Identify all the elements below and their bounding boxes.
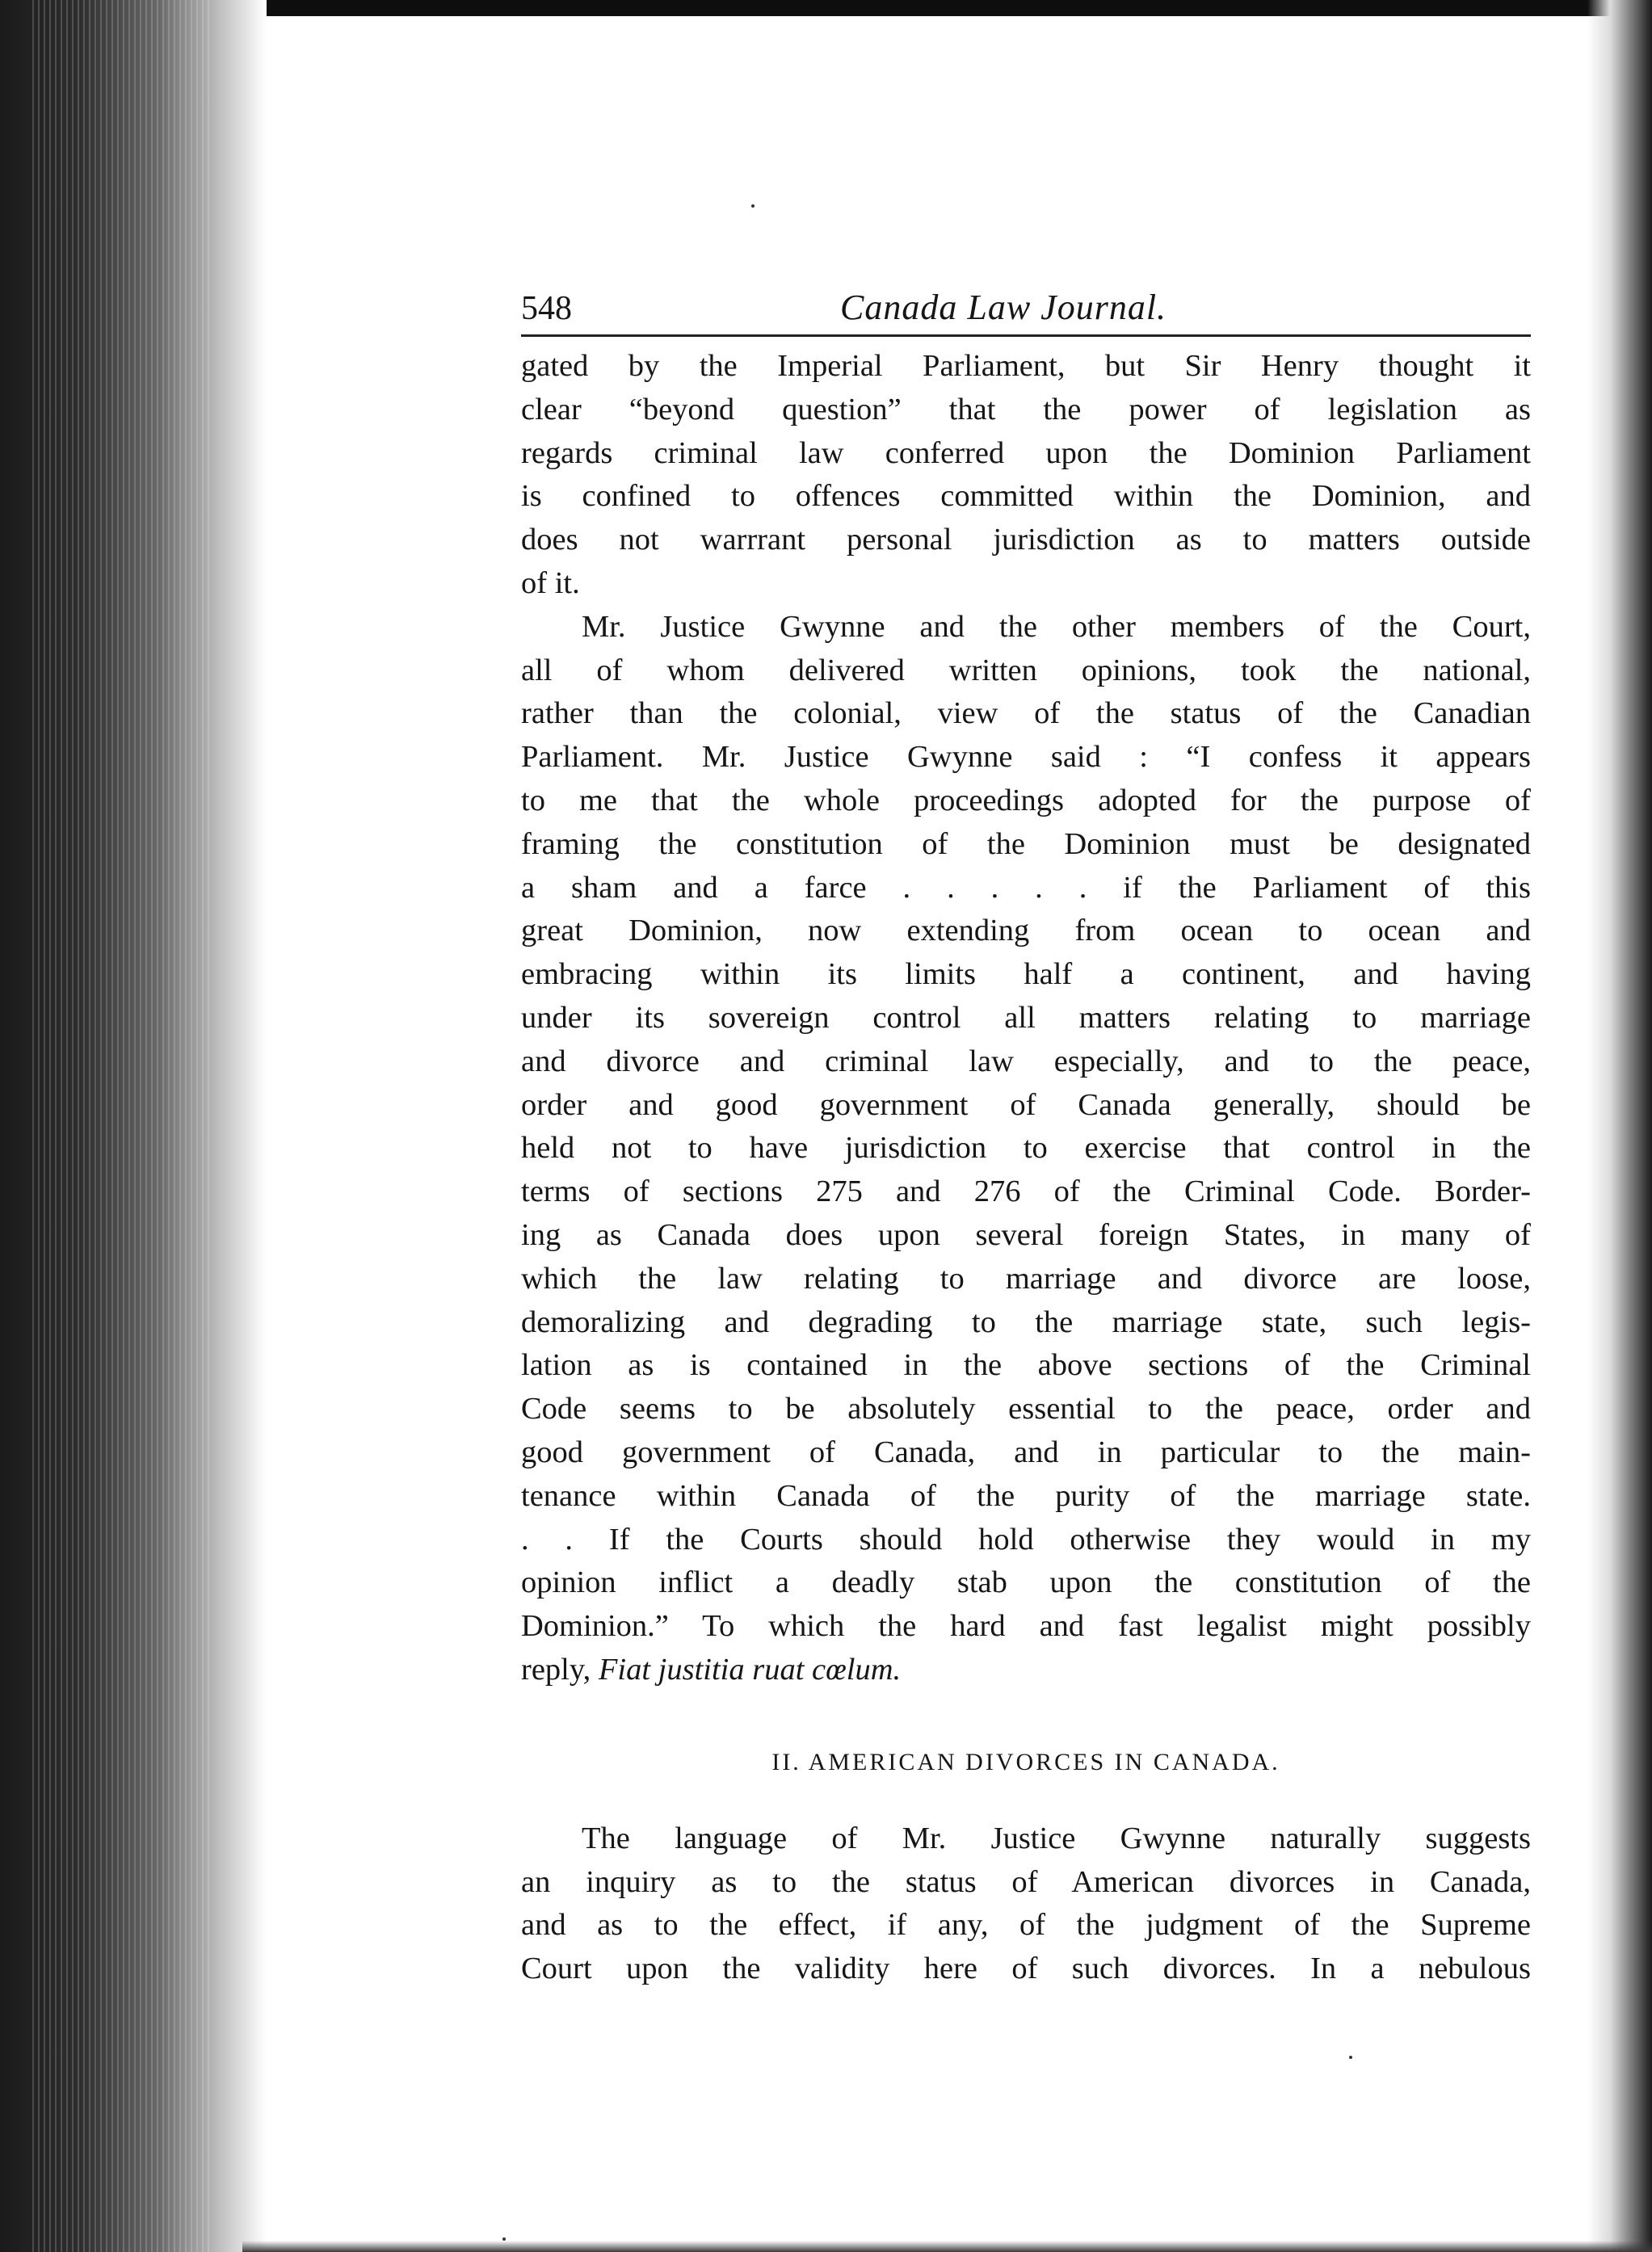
- text-line: clear “beyond question” that the power of legislation as: [521, 392, 1531, 426]
- book-binding-texture: [32, 0, 210, 2252]
- text-fragment: reply,: [521, 1652, 599, 1687]
- scan-bottom-edge: [242, 2241, 1652, 2252]
- text-line: . . If the Courts should hold otherwise they would in my: [521, 1522, 1531, 1557]
- text-line: regards criminal law conferred upon the Dominion Parliament: [521, 435, 1531, 470]
- text-line: Code seems to be absolutely essential to the peace, order and: [521, 1392, 1531, 1426]
- text-line-with-latin-maxim: [521, 1649, 1531, 1692]
- text-line: gated by the Imperial Parliament, but Sir Henry thought it: [521, 349, 1531, 383]
- text-line: demoralizing and degrading to the marriage state, such legis-: [521, 1305, 1531, 1339]
- text-line: and as to the effect, if any, of the judgment of the Supreme: [521, 1908, 1531, 1943]
- text-line: terms of sections 275 and 276 of the Criminal Code. Border-: [521, 1174, 1531, 1209]
- text-line: rather than the colonial, view of the status of the Canadian: [521, 696, 1531, 731]
- text-line: great Dominion, now extending from ocean to ocean and: [521, 914, 1531, 948]
- speck: [751, 204, 755, 208]
- text-line: order and good government of Canada generally, should be: [521, 1087, 1531, 1122]
- text-line: held not to have jurisdiction to exercise that control in the: [521, 1131, 1531, 1166]
- text-line: The language of Mr. Justice Gwynne naturally suggests: [582, 1821, 1531, 1855]
- text-line: which the law relating to marriage and divorce are loose,: [521, 1261, 1531, 1296]
- text-line: lation as is contained in the above sections of the Criminal: [521, 1348, 1531, 1383]
- text-line: Court upon the validity here of such divorces. In a nebulous: [521, 1952, 1531, 1986]
- text-line: all of whom delivered written opinions, took the national,: [521, 653, 1531, 687]
- text-line: does not warrrant personal jurisdiction as to matters outside: [521, 523, 1531, 557]
- text-line: Dominion.” To which the hard and fast legalist might possibly: [521, 1609, 1531, 1644]
- speck: [1349, 2056, 1352, 2059]
- text-line: of it.: [521, 565, 580, 600]
- paragraph-1: [521, 345, 1531, 606]
- text-line: to me that the whole proceedings adopted for the purpose of: [521, 783, 1531, 817]
- page-header: [521, 284, 1531, 337]
- section-heading: II. AMERICAN DIVORCES IN CANADA.: [771, 1748, 1280, 1775]
- latin-maxim: Fiat justitia ruat cœlum.: [598, 1652, 902, 1687]
- paragraph-2: [521, 606, 1531, 1692]
- text-line: under its sovereign control all matters relating to marriage: [521, 1000, 1531, 1035]
- scan-right-edge: [1587, 0, 1652, 2252]
- paragraph-3: [521, 1817, 1531, 1991]
- text-line: tenance within Canada of the purity of the marriage state.: [521, 1478, 1531, 1513]
- text-line: and divorce and criminal law especially, and to the peace,: [521, 1044, 1531, 1078]
- text-line: Parliament. Mr. Justice Gwynne said : “I confess it appears: [521, 740, 1531, 775]
- speck: [502, 2237, 506, 2241]
- text-line: good government of Canada, and in particular to the main-: [521, 1435, 1531, 1469]
- page-number: 548: [521, 290, 572, 327]
- text-line: ing as Canada does upon several foreign States, in many of: [521, 1217, 1531, 1252]
- running-title: Canada Law Journal.: [840, 288, 1167, 327]
- text-line: embracing within its limits half a continent, and having: [521, 957, 1531, 992]
- text-line: Mr. Justice Gwynne and the other members of the Court,: [582, 609, 1531, 644]
- text-line: an inquiry as to the status of American divorces in Canada,: [521, 1864, 1531, 1899]
- text-line: a sham and a farce . . . . . if the Parliament of this: [521, 870, 1531, 905]
- text-line: is confined to offences committed within the Dominion, and: [521, 479, 1531, 514]
- text-line: opinion inflict a deadly stab upon the constitution of the: [521, 1565, 1531, 1600]
- text-line: framing the constitution of the Dominion must be designated: [521, 826, 1531, 861]
- book-page: [521, 284, 1531, 1991]
- page-body: [521, 345, 1531, 1991]
